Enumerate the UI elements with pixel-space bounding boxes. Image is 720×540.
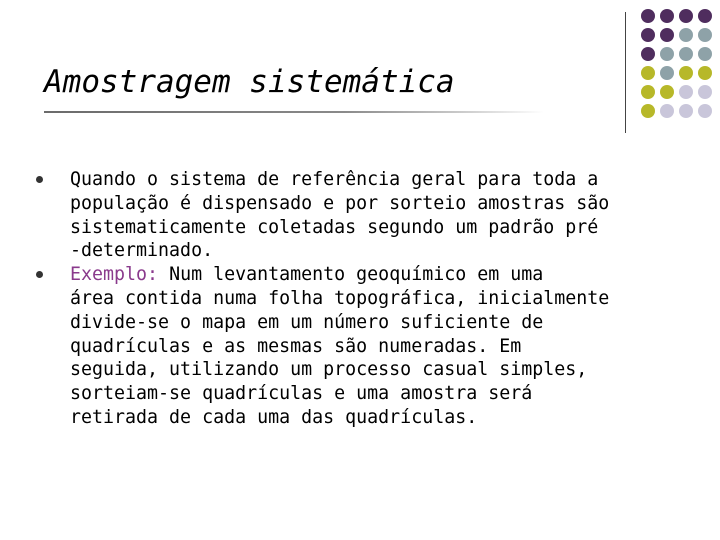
decorative-dot: [698, 9, 712, 23]
decorative-dot: [641, 47, 655, 61]
decorative-dot: [660, 28, 674, 42]
decorative-dot: [698, 47, 712, 61]
bullet-first-line: [70, 263, 676, 287]
bullet-line: quadrículas e as mesmas são numeradas. Em: [70, 335, 522, 357]
bullet-line: retirada de cada uma das quadrículas.: [70, 406, 478, 428]
decorative-dot: [679, 85, 693, 99]
decorative-dot: [679, 28, 693, 42]
decorative-dot: [698, 28, 712, 42]
bullet-line: população é dispensado e por sorteio amostras são: [70, 192, 610, 214]
decorative-dot: [660, 66, 674, 80]
bullet-line: Num levantamento geoquímico em uma: [158, 264, 544, 286]
decorative-dot: [660, 104, 674, 118]
decorative-dot: [660, 85, 674, 99]
decorative-dot-grid: [641, 9, 717, 126]
bullet-line: sistematicamente coletadas segundo um padrão pré: [70, 216, 599, 238]
bullet-icon: [36, 176, 43, 183]
decorative-dot: [641, 85, 655, 99]
decorative-dot: [641, 9, 655, 23]
slide-title: Amostragem sistemática: [44, 64, 455, 100]
bullet-item: [36, 263, 676, 430]
decorative-dot: [679, 104, 693, 118]
decorative-dot: [679, 47, 693, 61]
bullet-icon: [36, 271, 43, 278]
bullet-line: Quando o sistema de referência geral para toda a: [70, 169, 599, 190]
decorative-dot: [698, 66, 712, 80]
decorative-dot: [698, 85, 712, 99]
decorative-dot: [641, 28, 655, 42]
decorative-dot: [660, 47, 674, 61]
decorative-dot: [641, 66, 655, 80]
bullet-line: divide-se o mapa em um número suficiente de: [70, 311, 544, 333]
decorative-vertical-line: [625, 12, 626, 133]
decorative-dot: [698, 104, 712, 118]
decorative-dot: [679, 9, 693, 23]
decorative-dot: [641, 104, 655, 118]
bullet-line: sorteiam-se quadrículas e uma amostra será: [70, 383, 533, 405]
example-label: Exemplo:: [70, 264, 159, 286]
decorative-dot: [679, 66, 693, 80]
bullet-line: -determinado.: [70, 240, 214, 262]
decorative-dot: [660, 9, 674, 23]
title-underline: [44, 111, 544, 113]
bullet-list: [36, 168, 676, 430]
bullet-item: [36, 168, 676, 263]
bullet-line: área contida numa folha topográfica, inicialmente: [70, 287, 610, 309]
bullet-line: seguida, utilizando um processo casual simples,: [70, 359, 588, 381]
